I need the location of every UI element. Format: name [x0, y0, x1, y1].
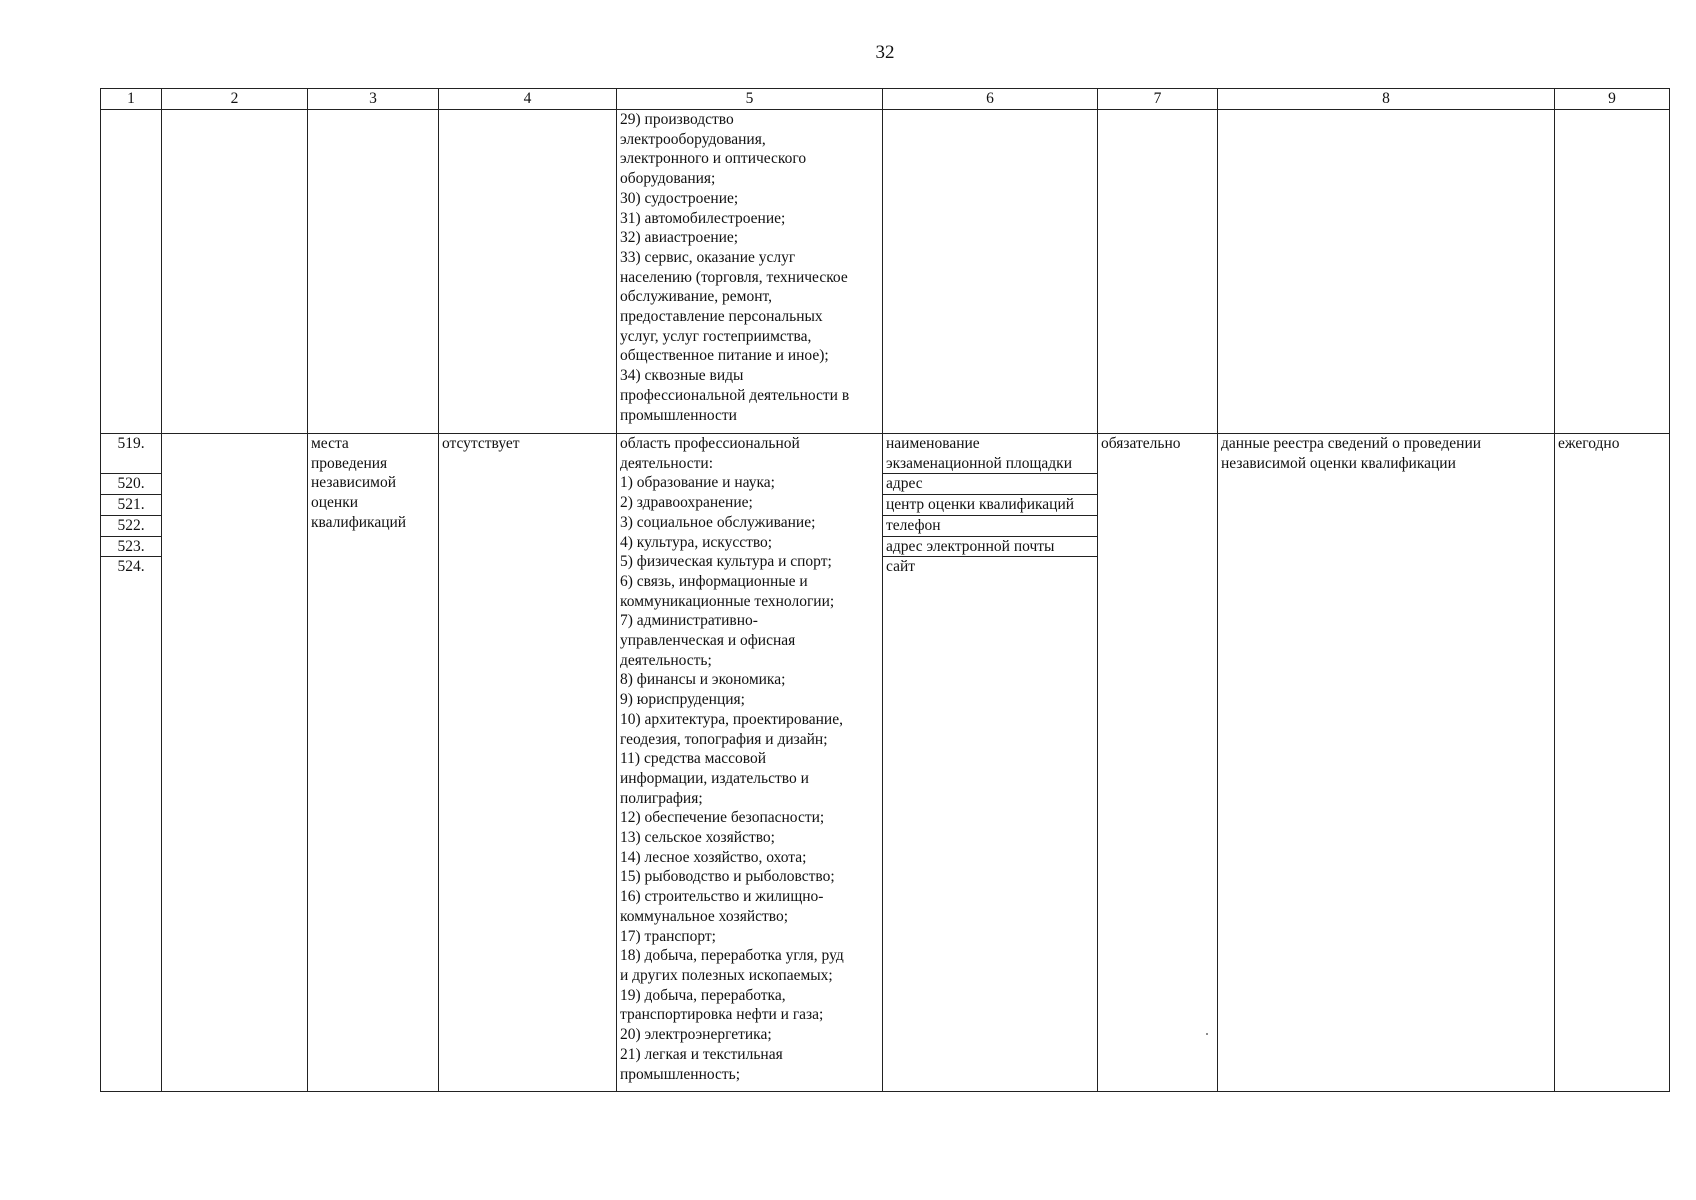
attribute-phone: телефон [883, 516, 1097, 537]
list-line: 31) автомобилестроение; [620, 209, 786, 227]
column-header-7: 7 [1098, 89, 1218, 110]
list-line: 3) социальное обслуживание; [620, 513, 816, 531]
list-line: 19) добыча, переработка, [620, 986, 786, 1004]
list-line: населению (торговля, техническое [620, 268, 848, 286]
column-header-1: 1 [101, 89, 162, 110]
list-line: 4) культура, искусство; [620, 533, 773, 551]
list-line: 33) сервис, оказание услуг [620, 248, 796, 266]
record-numbers [101, 434, 162, 1092]
indicator-line: проведения [311, 454, 388, 472]
column-header-2: 2 [162, 89, 308, 110]
source-line: данные реестра сведений о проведении [1221, 435, 1482, 452]
column-header-4: 4 [439, 89, 617, 110]
list-line: 20) электроэнергетика; [620, 1026, 772, 1044]
indicator-line: независимой [311, 474, 397, 492]
cell-col4 [439, 110, 617, 434]
list-line: 17) транспорт; [620, 927, 716, 945]
list-line: услуг, услуг гостеприимства, [620, 327, 812, 345]
register-table [100, 88, 1670, 1092]
list-line: коммунальное хозяйство; [620, 907, 789, 925]
record-number: 519. [117, 435, 145, 452]
cell-col8 [1218, 110, 1555, 434]
list-line: профессиональной деятельности в [620, 386, 850, 404]
list-line: 16) строительство и жилищно- [620, 888, 824, 906]
list-line: управленческая и офисная [620, 632, 796, 650]
list-line: 14) лесное хозяйство, охота; [620, 848, 807, 866]
list-line: электрооборудования, [620, 130, 766, 148]
cell-col2 [162, 434, 308, 1092]
list-line: 30) судостроение; [620, 189, 739, 207]
list-line: 18) добыча, переработка угля, руд [620, 947, 844, 965]
cell-col6 [883, 110, 1098, 434]
cell-col9 [1555, 110, 1670, 434]
list-line: 12) обеспечение безопасности; [620, 809, 825, 827]
cell-indicator-name [308, 434, 439, 1092]
column-header-6: 6 [883, 89, 1098, 110]
list-line: деятельность; [620, 651, 712, 669]
page-number: 32 [875, 42, 895, 63]
list-line: область профессиональной [620, 435, 800, 452]
list-line: коммуникационные технологии; [620, 592, 835, 610]
list-line: транспортировка нефти и газа; [620, 1006, 824, 1024]
list-line: 13) сельское хозяйство; [620, 829, 775, 847]
record-number: 520. [101, 474, 161, 495]
list-line: обслуживание, ремонт, [620, 288, 772, 306]
list-line: и других полезных ископаемых; [620, 966, 833, 984]
list-line: 8) финансы и экономика; [620, 671, 786, 689]
list-line: промышленности [620, 406, 737, 424]
list-line: 34) сквозные виды [620, 367, 744, 385]
list-line: 29) производство [620, 111, 734, 128]
record-number: 524. [117, 558, 145, 576]
attribute-email: адрес электронной почты [883, 537, 1097, 558]
cell-data-source [1218, 434, 1555, 1092]
list-line: деятельности: [620, 454, 714, 472]
list-line: электронного и оптического [620, 150, 807, 168]
list-line: полиграфия; [620, 789, 703, 807]
attribute-exam-site-name: наименование экзаменационной площадки [883, 434, 1097, 474]
list-line: 11) средства массовой [620, 750, 767, 768]
cell-frequency: ежегодно [1555, 434, 1670, 1092]
attribute-website: сайт [886, 558, 916, 576]
list-line: 21) легкая и текстильная [620, 1045, 783, 1063]
record-row [101, 434, 1670, 1092]
list-line: геодезия, топография и дизайн; [620, 730, 828, 748]
cell-attribute-list [883, 434, 1098, 1092]
source-line: независимой оценки квалификации [1221, 454, 1456, 472]
list-line: 10) архитектура, проектирование, [620, 710, 843, 728]
cell-obligation: обязательно [1098, 434, 1218, 1092]
list-line: 9) юриспруденция; [620, 691, 745, 709]
list-line: 1) образование и наука; [620, 474, 775, 492]
scan-speck [1206, 1033, 1208, 1035]
list-line: общественное питание и иное); [620, 347, 829, 365]
continuation-row [101, 110, 1670, 434]
indicator-line: квалификаций [311, 513, 407, 531]
indicator-line: места [311, 435, 349, 452]
list-line: 6) связь, информационные и [620, 572, 808, 590]
activity-list-continued [617, 110, 883, 434]
list-line: оборудования; [620, 170, 716, 188]
cell-col3 [308, 110, 439, 434]
attribute-qualification-center: центр оценки квалификаций [883, 495, 1097, 516]
column-header-9: 9 [1555, 89, 1670, 110]
cell-col2 [162, 110, 308, 434]
record-number: 523. [101, 537, 161, 558]
record-number-spacer [101, 454, 161, 475]
cell-col7 [1098, 110, 1218, 434]
cell-col4-value: отсутствует [439, 434, 617, 1092]
column-header-8: 8 [1218, 89, 1555, 110]
header-row [101, 89, 1670, 110]
list-line: 7) административно- [620, 612, 758, 630]
list-line: 32) авиастроение; [620, 229, 739, 247]
list-line: промышленность; [620, 1065, 741, 1083]
cell-number [101, 110, 162, 434]
activity-list [617, 434, 883, 1092]
list-line: 2) здравоохранение; [620, 494, 753, 512]
indicator-line: оценки [311, 494, 359, 512]
record-number: 522. [101, 516, 161, 537]
list-line: предоставление персональных [620, 308, 823, 326]
list-line: 15) рыбоводство и рыболовство; [620, 868, 835, 886]
column-header-5: 5 [617, 89, 883, 110]
list-line: 5) физическая культура и спорт; [620, 553, 832, 571]
record-number: 521. [101, 495, 161, 516]
column-header-3: 3 [308, 89, 439, 110]
attribute-address: адрес [883, 474, 1097, 495]
list-line: информации, издательство и [620, 769, 809, 787]
